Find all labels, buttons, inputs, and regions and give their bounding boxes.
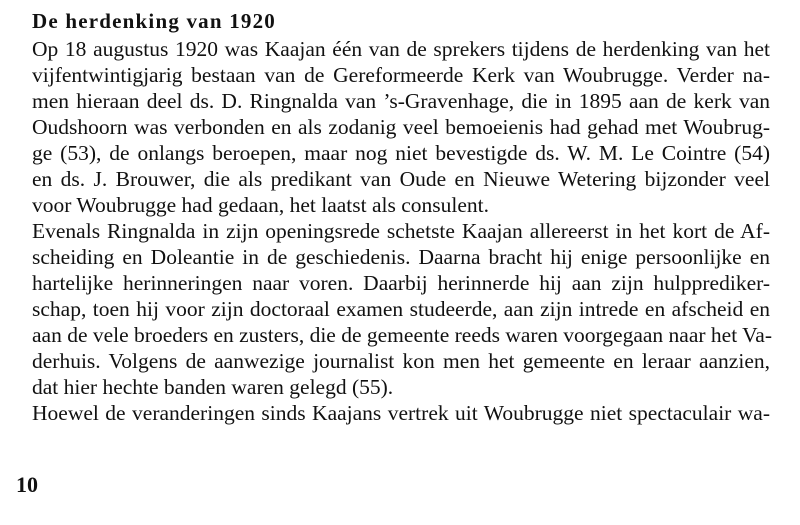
text-line: voor Woubrugge had gedaan, het laatst als consulent. [32, 193, 490, 217]
text-line: schap, toen hij voor zijn doctoraal examen studeerde, aan zijn intrede en afscheid en [32, 297, 770, 321]
text-line: hartelijke herinneringen naar voren. Daarbij herinnerde hij aan zijn hulpprediker- [32, 271, 770, 295]
text-line: aan de vele broeders en zusters, die de gemeente reeds waren voorgegaan naar het Va- [32, 323, 773, 347]
text-line: men hieraan deel ds. D. Ringnalda van ’s-Gravenhage, die in 1895 aan de kerk van [32, 89, 770, 113]
text-line: vijfentwintigjarig bestaan van de Gereformeerde Kerk van Woubrugge. Verder na- [32, 63, 770, 87]
text-line: Op 18 augustus 1920 was Kaajan één van de sprekers tijdens de herdenking van het [32, 37, 770, 61]
text-line: ge (53), de onlangs beroepen, maar nog niet bevestigde ds. W. M. Le Cointre (54) [32, 141, 770, 165]
text-line: dat hier hechte banden waren gelegd (55). [32, 375, 394, 399]
text-line: scheiding en Doleantie in de geschiedenis. Daarna bracht hij enige persoonlijke en [32, 245, 770, 269]
page-number: 10 [16, 472, 38, 497]
section-heading: De herdenking van 1920 [32, 9, 277, 33]
text-line: Oudshoorn was verbonden en als zodanig veel bemoeienis had gehad met Woubrug- [32, 115, 770, 139]
text-line: Evenals Ringnalda in zijn openingsrede schetste Kaajan allereerst in het kort de Af- [32, 219, 770, 243]
text-line: derhuis. Volgens de aanwezige journalist kon men het gemeente en leraar aanzien, [32, 349, 770, 373]
text-line: en ds. J. Brouwer, die als predikant van Oude en Nieuwe Wetering bijzonder veel [32, 167, 770, 191]
text-line: Hoewel de veranderingen sinds Kaajans vertrek uit Woubrugge niet spectaculair wa- [32, 401, 770, 425]
